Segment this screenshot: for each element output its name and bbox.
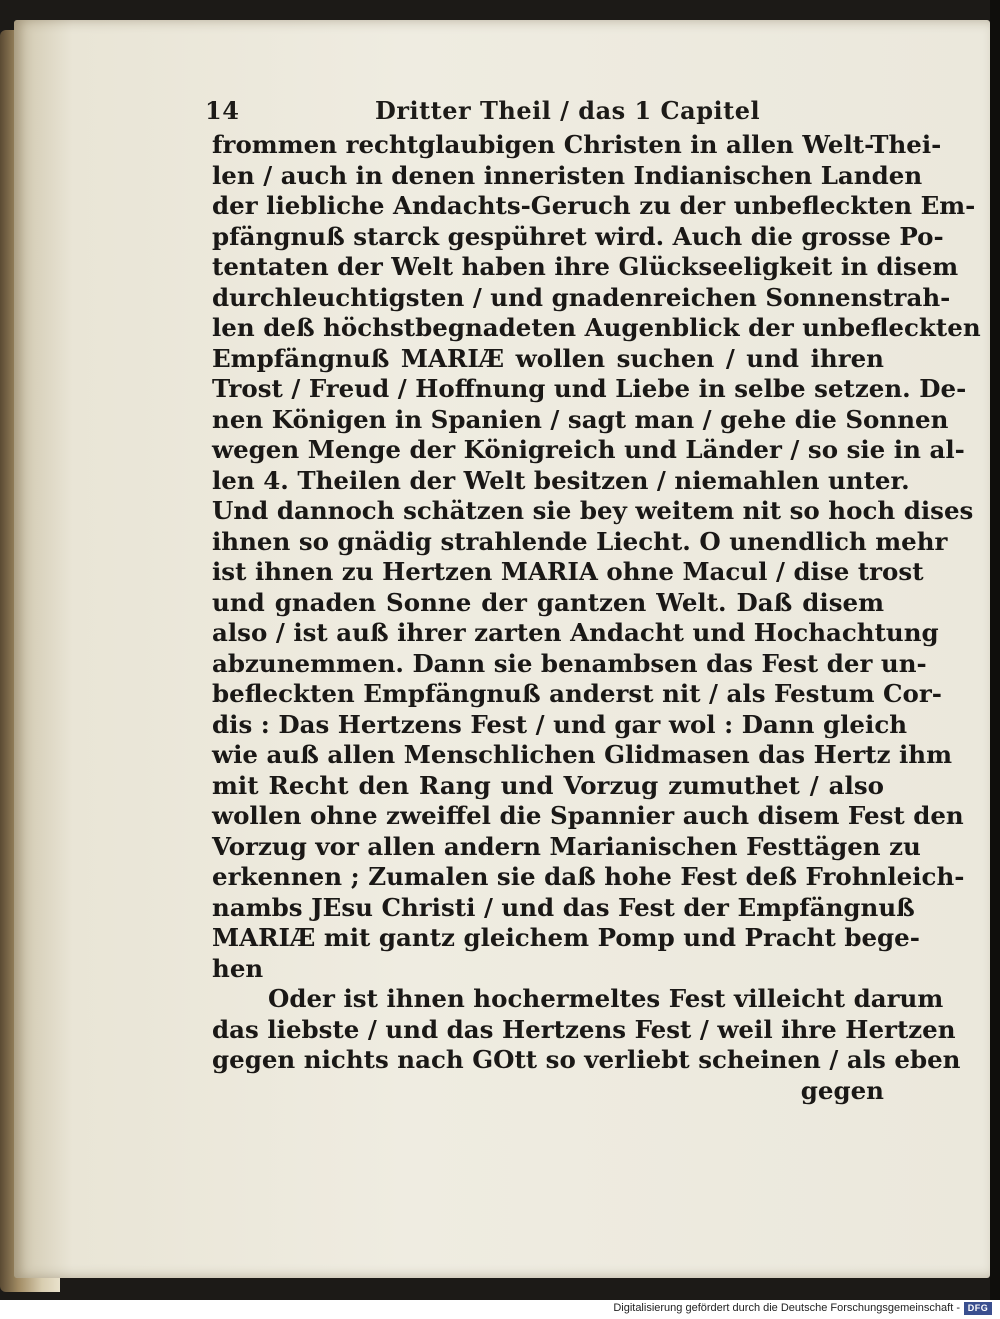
text-line: wollen ohne zweiffel die Spannier auch disem Fest den	[212, 801, 964, 830]
text-line: durchleuchtigsten / und gnadenreichen Sonnenstrah-	[212, 282, 951, 312]
text-line: der liebliche Andachts-Geruch zu der unbefleckten Em-	[212, 191, 976, 220]
paragraph-start-line: Oder ist ihnen hochermeltes Fest villeicht darum	[268, 984, 944, 1013]
digitization-credit: Digitalisierung gefördert durch die Deutsche Forschungsgemeinschaft -	[613, 1302, 960, 1314]
text-line: mit Recht den Rang und Vorzug zumuthet / also	[212, 770, 884, 800]
text-line: Trost / Freud / Hoffnung und Liebe in selbe setzen. De-	[212, 374, 967, 403]
text-line: also / ist auß ihrer zarten Andacht und Hochachtung	[212, 618, 939, 647]
text-line: ist ihnen zu Hertzen MARIA ohne Macul / dise trost	[212, 557, 924, 586]
text-line: Empfängnuß MARIÆ wollen suchen / und ihren	[212, 343, 884, 373]
text-line: Und dannoch schätzen sie bey weitem nit so hoch dises	[212, 496, 974, 525]
text-line: Vorzug vor allen andern Marianischen Festtägen zu	[212, 831, 921, 861]
text-line: abzunemmen. Dann sie benambsen das Fest der un-	[212, 648, 927, 678]
text-line: gegen nichts nach GOtt so verliebt scheinen / als eben	[212, 1045, 961, 1074]
dfg-logo: DFG	[964, 1302, 992, 1315]
text-line: wie auß allen Menschlichen Glidmasen das Hertz ihm	[212, 740, 953, 769]
text-line: ihnen so gnädig strahlende Liecht. O unendlich mehr	[212, 526, 948, 556]
text-line: das liebste / und das Hertzens Fest / weil ihre Hertzen	[212, 1014, 956, 1044]
running-header	[205, 96, 885, 132]
text-line: und gnaden Sonne der gantzen Welt. Daß disem	[212, 587, 884, 617]
page-right-shadow	[990, 0, 1000, 1300]
text-line: len deß höchstbegnadeten Augenblick der unbefleckten	[212, 313, 981, 342]
body-text	[212, 130, 981, 1106]
page-number: 14	[205, 96, 240, 125]
text-line: hen	[212, 953, 264, 983]
text-line: pfängnuß starck gespühret wird. Auch die grosse Po-	[212, 221, 944, 251]
text-line: MARIÆ mit gantz gleichem Pomp und Pracht bege-	[212, 923, 920, 952]
text-line: nambs JEsu Christi / und das Fest der Empfängnuß	[212, 892, 915, 922]
text-line: befleckten Empfängnuß anderst nit / als Festum Cor-	[212, 679, 942, 708]
text-line: frommen rechtglaubigen Christen in allen Welt-Thei-	[212, 130, 942, 159]
text-line: wegen Menge der Königreich und Länder / so sie in al-	[212, 435, 965, 464]
text-line: tentaten der Welt haben ihre Glückseeligkeit in disem	[212, 252, 959, 281]
header-title: Dritter Theil / das 1 Capitel	[375, 96, 761, 125]
text-line: dis : Das Hertzens Fest / und gar wol : Dann gleich	[212, 709, 908, 739]
text-line: erkennen ; Zumalen sie daß hohe Fest deß Frohnleich-	[212, 862, 965, 891]
text-line: nen Königen in Spanien / sagt man / gehe die Sonnen	[212, 404, 949, 434]
text-line: len 4. Theilen der Welt besitzen / niemahlen unter.	[212, 465, 910, 495]
catchword: gegen	[800, 1075, 884, 1105]
text-line: len / auch in denen inneristen Indianischen Landen	[212, 160, 923, 190]
